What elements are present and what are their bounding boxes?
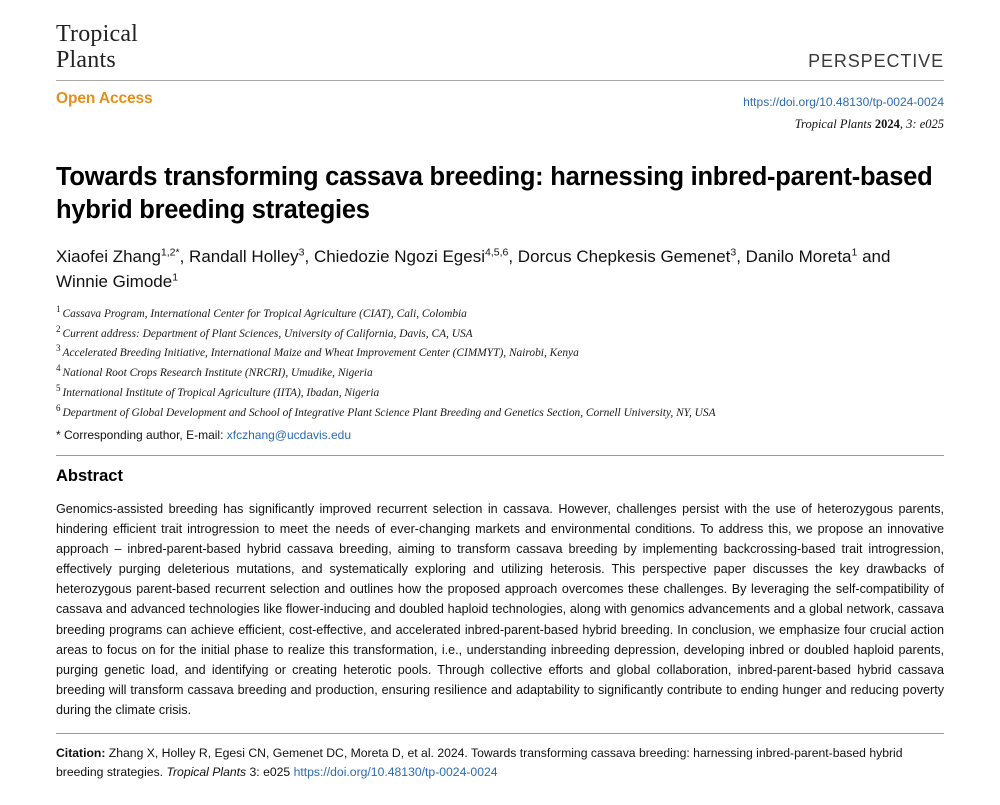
citation-text-before: Zhang X, Holley R, Egesi CN, Gemenet DC, Moreta D, et al. 2024. Towards transforming cassava breeding: harnessing inbred-parent-based hybrid breeding strategies. (56, 746, 903, 779)
affiliation-text: Cassava Program, International Center for Tropical Agriculture (CIAT), Cali, Colombia (62, 307, 467, 320)
access-doi-row (56, 90, 944, 133)
affiliation-list (56, 303, 944, 422)
affiliation-text: Accelerated Breeding Initiative, International Maize and Wheat Improvement Center (CIMMYT), Nairobi, Kenya (62, 347, 579, 360)
citation-block (56, 744, 944, 781)
author-list: Xiaofei Zhang$^{1,2*}$, Randall Holley$^3$, Chiedozie Ngozi Egesi$^{4,5,6}$, Dorcus Chepkesis Gemenet$^3$, Danilo Moreta$^1$ and Winnie Gimode$^1$ (56, 246, 891, 291)
journal-issue-year: 2024 (874, 117, 900, 131)
corresponding-author (56, 428, 944, 442)
journal-logo-line1: Tropical (56, 21, 139, 47)
section-divider-top (56, 455, 944, 456)
affiliation-marker: 6 (56, 403, 61, 414)
journal-issue-citation (743, 115, 944, 133)
corresponding-author-email[interactable]: xfczhang@ucdavis.edu (226, 428, 352, 443)
affiliation-marker: 5 (56, 383, 61, 394)
affiliation-text: Department of Global Development and School of Integrative Plant Science Plant Breeding and Genetics Section, Cornell University, NY, USA (62, 406, 716, 419)
journal-issue-name: Tropical Plants (794, 117, 872, 131)
article-type-label: PERSPECTIVE (808, 50, 944, 71)
affiliation-item (56, 323, 944, 343)
affiliation-item (56, 402, 944, 422)
open-access-badge: Open Access (56, 89, 153, 107)
journal-logo-line2: Plants (56, 46, 116, 73)
affiliation-text: International Institute of Tropical Agriculture (IITA), Ibadan, Nigeria (62, 387, 380, 400)
affiliation-marker: 3 (56, 343, 61, 354)
affiliation-marker: 1 (56, 303, 61, 314)
section-divider-bottom (56, 733, 944, 734)
affiliation-marker: 2 (56, 323, 61, 334)
corresponding-author-prefix: * Corresponding author, E-mail: (56, 428, 227, 443)
abstract-body: Genomics-assisted breeding has significantly improved recurrent selection in cassava. However, challenges persist with the use of heterozygous parents, hindering efficient trait introgression to meet the needs of ever-changing markets and environmental conditions. To address this, we propose an innovative approach – inbred-parent-based hybrid cassava breeding, aiming to transform cassava breeding by implementing backcrossing-based trait introgression, effectively purging deleterious mutations, and systematically exploring and utilizing heterosis. This perspective paper discusses the key drawbacks of heterozygous parent-based recurrent selection and outlines how the proposed approach overcomes these challenges. By leveraging the self-compatibility of cassava and advanced technologies like flower-inducing and doubled haploid technologies, along with genomics advancements and a global network, cassava breeding programs can achieve efficient, cost-effective, and accelerated inbred-parent-based hybrid breeding. In conclusion, we emphasize four crucial action areas to focus on for the initial phase to realize this transformation, i.e., understanding inbreeding depression, developing inbred or doubled haploid parents, purging genetic load, and identifying or creating heterotic pools. Through collective efforts and global collaboration, inbred-parent-based hybrid cassava breeding will transform cassava breeding and production, ensuring resilience and adaptability to significantly contribute to ending hunger and reducing poverty during the climate crisis. (56, 501, 944, 718)
journal-issue-rest: , 3: e025 (899, 117, 944, 131)
citation-label: Citation: (56, 746, 106, 761)
page-title: Towards transforming cassava breeding: harnessing inbred-parent-based hybrid breeding strategies (56, 163, 933, 225)
citation-text-after: 3: e025 (246, 764, 294, 779)
affiliation-item (56, 342, 944, 362)
abstract-heading: Abstract (56, 467, 123, 486)
doi-link[interactable]: https://doi.org/10.48130/tp-0024-0024 (743, 94, 944, 109)
affiliation-text: Current address: Department of Plant Sciences, University of California, Davis, CA, USA (62, 327, 473, 340)
affiliation-item (56, 362, 944, 382)
affiliation-marker: 4 (56, 363, 61, 374)
affiliation-text: National Root Crops Research Institute (NRCRI), Umudike, Nigeria (62, 367, 373, 380)
affiliation-item (56, 382, 944, 402)
affiliation-item (56, 303, 944, 323)
masthead (56, 22, 944, 81)
citation-doi-link[interactable]: https://doi.org/10.48130/tp-0024-0024 (293, 764, 498, 779)
journal-logo (56, 22, 138, 74)
doi-block (743, 90, 944, 133)
citation-journal-name: Tropical Plants (166, 764, 247, 779)
